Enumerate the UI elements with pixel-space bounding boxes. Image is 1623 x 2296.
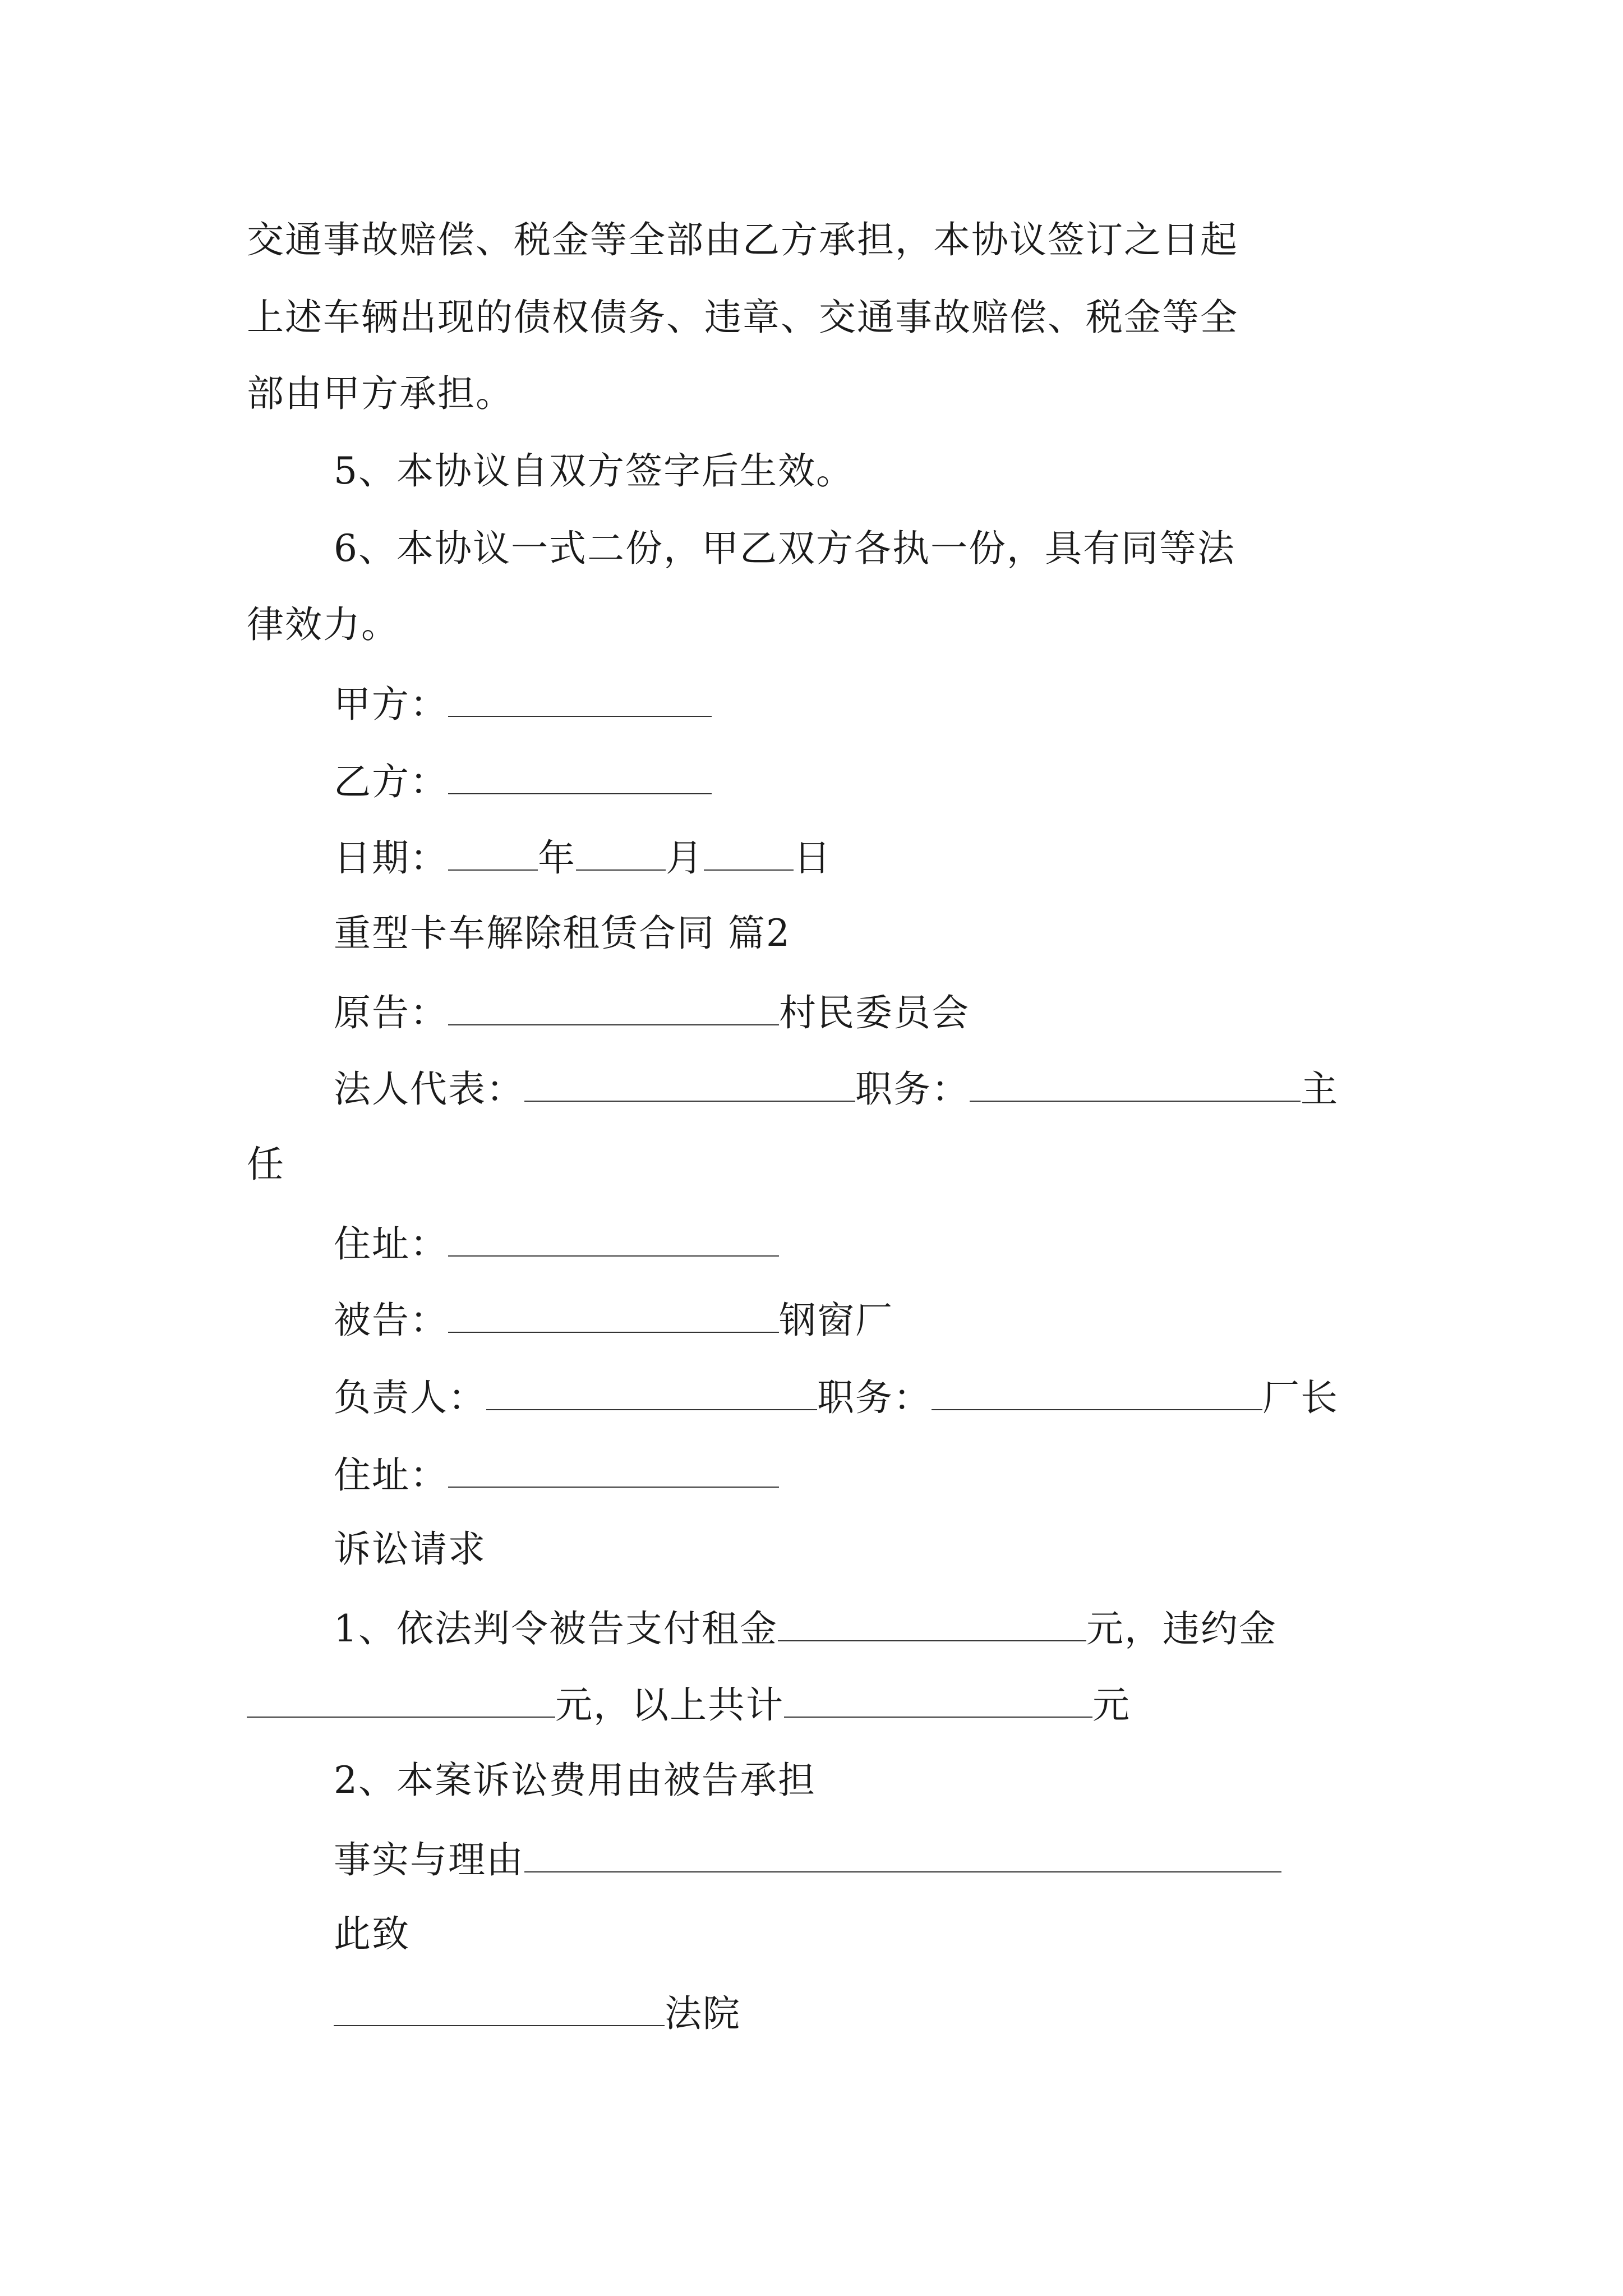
plaintiff-suffix: 村民委员会: [779, 991, 970, 1034]
year-label: 年: [538, 836, 576, 880]
court-suffix: 法院: [665, 1992, 741, 2035]
position-label-2: 职务：: [817, 1376, 932, 1419]
party-a-label: 甲方：: [334, 683, 448, 726]
claims-heading: 诉讼请求: [334, 1527, 486, 1571]
responsible-label: 负责人：: [334, 1376, 486, 1419]
day-label: 日: [794, 836, 832, 880]
claim-1-prefix: 1、依法判令被告支付租金: [334, 1607, 778, 1650]
party-b-label: 乙方：: [334, 760, 448, 803]
closing: 此致: [334, 1912, 410, 1955]
address-label-2: 住址：: [334, 1453, 448, 1497]
address-label: 住址：: [334, 1222, 448, 1266]
plaintiff-line: [334, 988, 970, 1036]
defendant-line: [334, 1296, 893, 1343]
para4-line1: 交通事故赔偿、税金等全部由乙方承担，本协议签订之日起: [247, 218, 1238, 261]
legal-rep-label: 法人代表：: [334, 1068, 524, 1111]
date-line: [334, 834, 832, 881]
claim-2: 2、本案诉讼费用由被告承担: [334, 1759, 816, 1802]
court-line: [334, 1989, 741, 2036]
legal-rep-blank: [524, 1065, 855, 1102]
item-5: 5、本协议自双方签字后生效。: [334, 449, 854, 493]
penalty-blank: [247, 1681, 555, 1718]
facts-line: [334, 1835, 1281, 1883]
claim-1-line1: [334, 1604, 1277, 1651]
rent-blank: [778, 1604, 1086, 1641]
position-suffix-factory: 厂长: [1262, 1376, 1339, 1419]
facts-label: 事实与理由: [334, 1838, 524, 1881]
position-blank-2: [932, 1373, 1262, 1410]
party-a-line: [334, 680, 712, 727]
month-label: 月: [666, 836, 704, 880]
month-blank: [576, 834, 666, 871]
position-label: 职务：: [855, 1068, 970, 1111]
para4-line2: 上述车辆出现的债权债务、违章、交通事故赔偿、税金等全: [247, 296, 1238, 339]
position-blank: [970, 1065, 1301, 1102]
responsible-line: [334, 1373, 1339, 1420]
defendant-blank: [448, 1296, 779, 1333]
facts-blank: [524, 1835, 1281, 1872]
item-6-line2: 律效力。: [247, 603, 399, 646]
responsible-blank: [486, 1373, 817, 1410]
position-suffix-part1: 主: [1301, 1068, 1339, 1111]
party-a-blank: [448, 680, 712, 717]
total-blank: [784, 1681, 1092, 1718]
defendant-suffix: 钢窗厂: [779, 1299, 893, 1342]
para4-line3: 部由甲方承担。: [247, 372, 514, 415]
defendant-address-blank: [448, 1451, 779, 1488]
claim-1-line2-end: 元: [1092, 1683, 1131, 1727]
plaintiff-label: 原告：: [334, 991, 448, 1034]
section-2-title: 重型卡车解除租赁合同 篇2: [334, 912, 791, 955]
court-blank: [334, 1989, 665, 2026]
legal-rep-line: [334, 1065, 1339, 1112]
party-b-line: [334, 757, 712, 804]
claim-1-mid: 元，违约金: [1086, 1607, 1277, 1650]
plaintiff-blank: [448, 988, 779, 1025]
defendant-address-line: [334, 1451, 779, 1498]
party-b-blank: [448, 757, 712, 794]
year-blank: [448, 834, 538, 871]
defendant-label: 被告：: [334, 1299, 448, 1342]
plaintiff-address-line: [334, 1220, 779, 1267]
position-suffix-part2: 任: [247, 1143, 285, 1186]
claim-1-line2: [247, 1681, 1131, 1728]
item-6-line1: 6、本协议一式二份，甲乙双方各执一份，具有同等法: [334, 527, 1235, 570]
claim-1-line2-mid: 元，以上共计: [555, 1683, 784, 1727]
plaintiff-address-blank: [448, 1220, 779, 1257]
day-blank: [704, 834, 794, 871]
date-label: 日期：: [334, 836, 448, 880]
